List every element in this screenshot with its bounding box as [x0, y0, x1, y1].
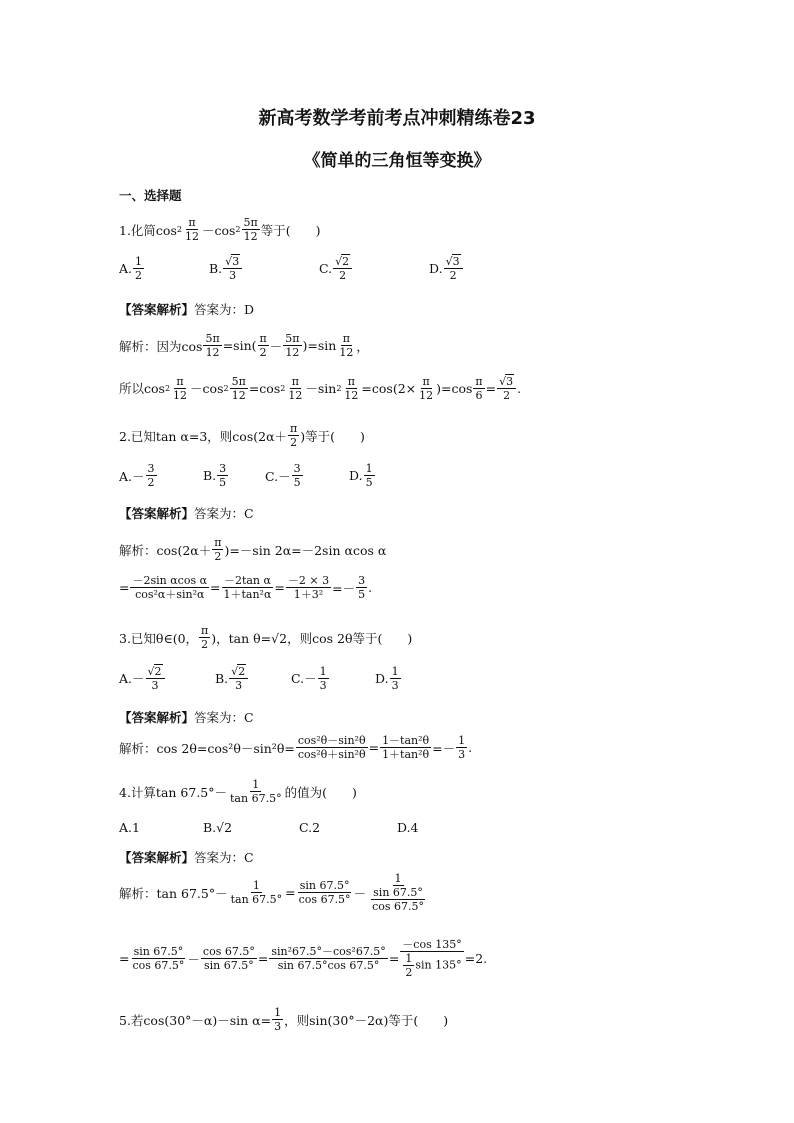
question-4-options: A.1 B.√2 C.2 D.4 [119, 820, 419, 835]
answer-3: 【答案解析】 答案为：C [119, 710, 254, 725]
page-subtitle: 《简单的三角恒等变换》 [303, 151, 491, 171]
page-title: 新高考数学考前考点冲刺精练卷23 [258, 108, 536, 129]
question-1-stem: 1.化简cos 2 π 12 －cos 2 5π 12 等于( ) [119, 216, 321, 244]
answer-4: 【答案解析】 答案为：C [119, 850, 254, 865]
question-4-stem: 4.计算tan 67.5°－ 1 tan 67.5° 的值为( ) [119, 778, 357, 806]
answer-2: 【答案解析】 答案为：C [119, 506, 254, 521]
question-1-options: A. 1 2 B. √3 3 C. √2 2 D. √3 2 [119, 254, 464, 282]
solution-3: 解析：cos 2θ=cos²θ－sin²θ= $\frac{\text{cos²θ－sin²θ}}{\text{cos²θ＋sin²θ}}$ = 1－tan²θ 1＋tan²θ =－ 1 3 . [119, 734, 473, 762]
solution-4-line-1: 解析：tan 67.5°－ 1 tan 67.5° = sin 67.5° cos 67.5° － 1 $\frac{\sin 67.5^\circ}{\cos 67.5^\circ}$ [119, 872, 424, 914]
solution-1-line-1: 解析：因为cos 5π 12 =sin( π 2 － 5π 12 )=sin π 12 ， [119, 332, 369, 360]
solution-2-line-1: 解析：cos(2α＋ π 2 )=－sin 2α=－2sin αcos α [119, 536, 387, 564]
question-3-stem: 3.已知θ∈(0， π 2 )，tan θ=√2，则cos 2θ等于( ) [119, 624, 413, 652]
solution-2-line-2: = －2sin αcos α cos²α＋sin²α = －2tan α 1＋tan²α = －2 × 3 1＋3² =－ 3 5 . [119, 574, 373, 602]
question-3-options: A.－ √2 3 B. √2 3 C.－ 1 3 D. 1 3 [119, 664, 399, 693]
question-2-stem: 2.已知tan α=3，则cos(2α＋ π 2 )等于( ) [119, 422, 365, 450]
answer-1: 【答案解析】 答案为：D [119, 302, 255, 317]
section-heading: 一、选择题 [119, 188, 182, 203]
question-2-options: A.－ 3 2 B. 3 5 C.－ 3 5 D. 1 5 [119, 462, 373, 490]
solution-1-line-2: 所以cos 2 π 12 －cos 2 5π 12 =cos 2 π 12 －sin 2 π 12 =cos(2× π 12 )=cos π 6 = √3 2 . [119, 374, 522, 403]
solution-4-line-2: = sin 67.5° cos 67.5° － cos 67.5° sin 67.5° = sin²67.5°－cos²67.5° sin 67.5°cos 67.5° = －cos 135° $\frac{1}{2}$ sin 135° =2. [119, 938, 488, 980]
question-5-stem: 5.若cos(30°－α)－sin α= $\frac{1}{3}$ ，则sin(30°－2α)等于( ) [119, 1006, 449, 1034]
